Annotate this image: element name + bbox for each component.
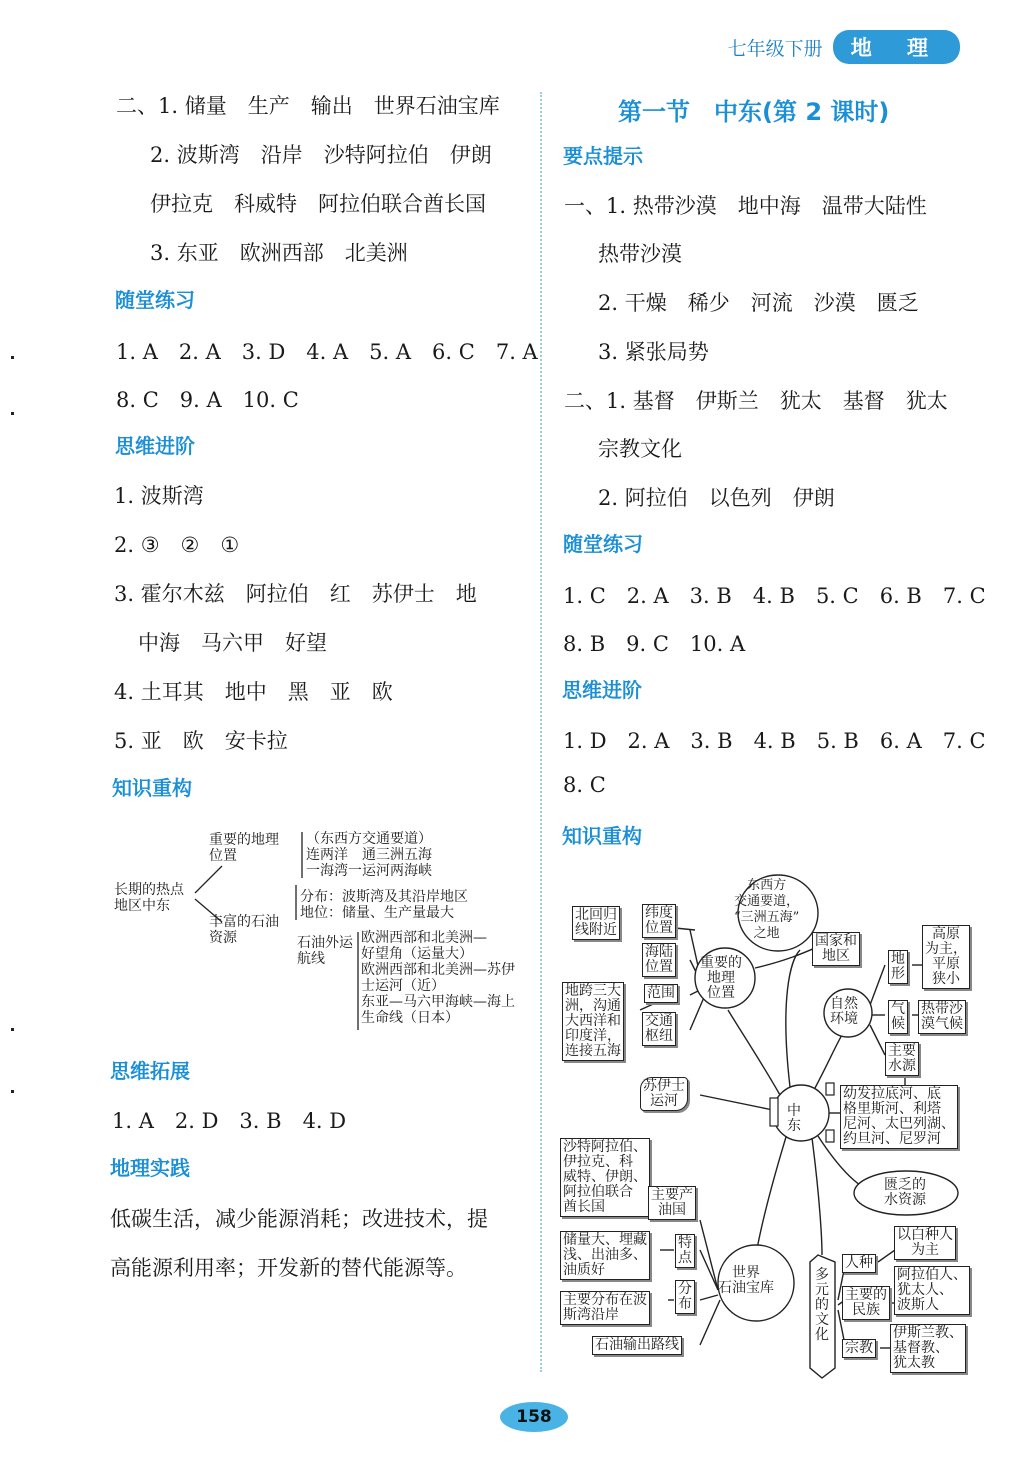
map-climate: 气 候 [888,1000,908,1034]
map-n2: 纬度 位置 [642,904,676,938]
map-culture: 多 元 的 文 化 [815,1267,829,1343]
answer-line: 伊拉克 科威特 阿拉伯联合酋长国 [150,192,486,216]
answer-line: 5. 亚 欧 安卡拉 [114,729,288,753]
answer-line: 宗教文化 [598,437,682,461]
map-n7: 国家和 地区 [812,932,860,966]
tree-oil-detail: 分布：波斯湾及其沿岸地区 地位：储量、生产量最大 [300,889,468,921]
tree-branch-oil: 丰富的石油 资源 [209,914,279,946]
answer-line: 2. 波斯湾 沿岸 沙特阿拉伯 伊朗 [150,143,492,167]
answer-line: 高能源利用率；开发新的替代能源等。 [110,1256,467,1280]
map-terrain: 地 形 [888,950,908,984]
tree-root: 长期的热点 地区中东 [114,882,184,914]
map-oil-countries: 沙特阿拉伯、 伊拉克、科 威特、伊朗、 阿拉伯联合 酋长国 [560,1138,650,1217]
map-terrain-detail: 高原 为主， 平原 狭小 [922,925,970,989]
page-number: 158 [500,1402,568,1432]
map-nation: 主要的 民族 [842,1286,890,1320]
map-nation-detail: 阿拉伯人、 犹太人、 波斯人 [894,1266,970,1315]
answer-line: 二、1. 基督 伊斯兰 犹太 基督 犹太 [564,389,948,413]
section-title: 思维进阶 [562,678,642,702]
map-religion: 宗教 [842,1339,876,1358]
answer-line: 低碳生活，减少能源消耗；改进技术，提 [110,1207,488,1231]
map-distribution-detail: 主要分布在波 斯湾沿岸 [560,1291,650,1325]
section-title: 地理实践 [110,1156,190,1180]
answer-line: 2. 阿拉伯 以色列 伊朗 [598,486,835,510]
tree-position-detail: （东西方交通要道） 连两洋 通三洲五海 一海湾一运河两海峡 [306,831,432,879]
map-lack: 匮乏的 水资源 [884,1177,926,1208]
answer-line: 8. C 9. A 10. C [116,388,299,412]
tree-branch-position: 重要的地理 位置 [209,832,279,864]
answer-line: 3. 紧张局势 [598,340,709,364]
map-oil-treasury: 世界 石油宝库 [718,1265,774,1296]
map-n4: 地跨三大 洲，沟通 大西洋和 印度洋， 连接五海 [562,982,624,1061]
section-title: 知识重构 [112,776,192,800]
subject-badge: 地 理 [833,30,960,64]
map-oil-producers: 主要产 油国 [648,1186,696,1220]
map-water: 主要 水源 [885,1042,919,1076]
map-env: 自然 环境 [830,996,858,1027]
answer-line: 1. A 2. D 3. B 4. D [112,1109,347,1133]
map-oil-route: 石油输出路线 [592,1336,682,1355]
map-climate-detail: 热带沙 漠气候 [918,1000,966,1034]
answer-line: 3. 东亚 欧洲西部 北美洲 [150,241,408,265]
answer-line: 中海 马六甲 好望 [138,631,327,655]
answer-line: 1. C 2. A 3. B 4. B 5. C 6. B 7. C [563,584,986,608]
answer-line: 2. ③ ② ① [114,533,240,557]
section-title: 知识重构 [562,824,642,848]
section-title: 随堂练习 [563,532,643,556]
section-title: 思维进阶 [115,434,195,458]
section-title: 要点提示 [563,144,643,168]
answer-line: 8. C [563,773,606,797]
answer-line: 热带沙漠 [598,242,682,266]
answer-line: 1. D 2. A 3. B 4. B 5. B 6. A 7. C [563,729,986,753]
map-n1: 北回归 线附近 [572,906,620,940]
map-religion-detail: 伊斯兰教、 基督教、 犹太教 [890,1324,966,1373]
answer-line: 2. 干燥 稀少 河流 沙漠 匮乏 [598,291,919,315]
section-title: 随堂练习 [115,288,195,312]
map-distribution: 分 布 [675,1280,695,1314]
answer-line: 3. 霍尔木兹 阿拉伯 红 苏伊士 地 [114,582,477,606]
answer-line: 一、1. 热带沙漠 地中海 温带大陆性 [564,194,927,218]
answer-line: 1. 波斯湾 [114,484,204,508]
answer-line: 二、1. 储量 生产 输出 世界石油宝库 [116,94,500,118]
map-position: 重要的 地理 位置 [700,955,742,1001]
map-rivers: 幼发拉底河、底 格里斯河、利塔 尼河、太巴列湖、 约旦河、尼罗河 [840,1085,958,1149]
map-race: 人种 [842,1254,876,1273]
lesson-title: 第一节 中东(第 2 课时) [618,98,890,126]
tree-route-label: 石油外运 航线 [297,935,353,967]
map-n5: 范围 [644,984,678,1003]
section-title: 思维拓展 [110,1059,190,1083]
map-n3: 海陆 位置 [642,943,676,977]
map-feature: 特 点 [675,1234,695,1268]
answer-line: 8. B 9. C 10. A [563,632,746,656]
map-n6: 交通 枢纽 [642,1012,676,1046]
map-suez: 苏伊士 运河 [640,1077,688,1111]
tree-routes: 欧洲西部和北美洲— 好望角（运量大） 欧洲西部和北美洲—苏伊 士运河（近） 东亚—马六甲海峡—海上 生命线（日本） [361,930,515,1026]
map-center: 中东 [787,1103,801,1134]
map-race-detail: 以白种人 为主 [894,1226,956,1260]
map-cloud: 东西方 交通要道， “三洲五海” 之地 [734,878,800,941]
answer-line: 1. A 2. A 3. D 4. A 5. A 6. C 7. A [116,340,538,364]
grade-label: 七年级下册 [727,37,823,60]
map-feature-detail: 储量大、埋藏 浅、出油多、 油质好 [560,1231,650,1280]
answer-line: 4. 土耳其 地中 黑 亚 欧 [114,680,393,704]
